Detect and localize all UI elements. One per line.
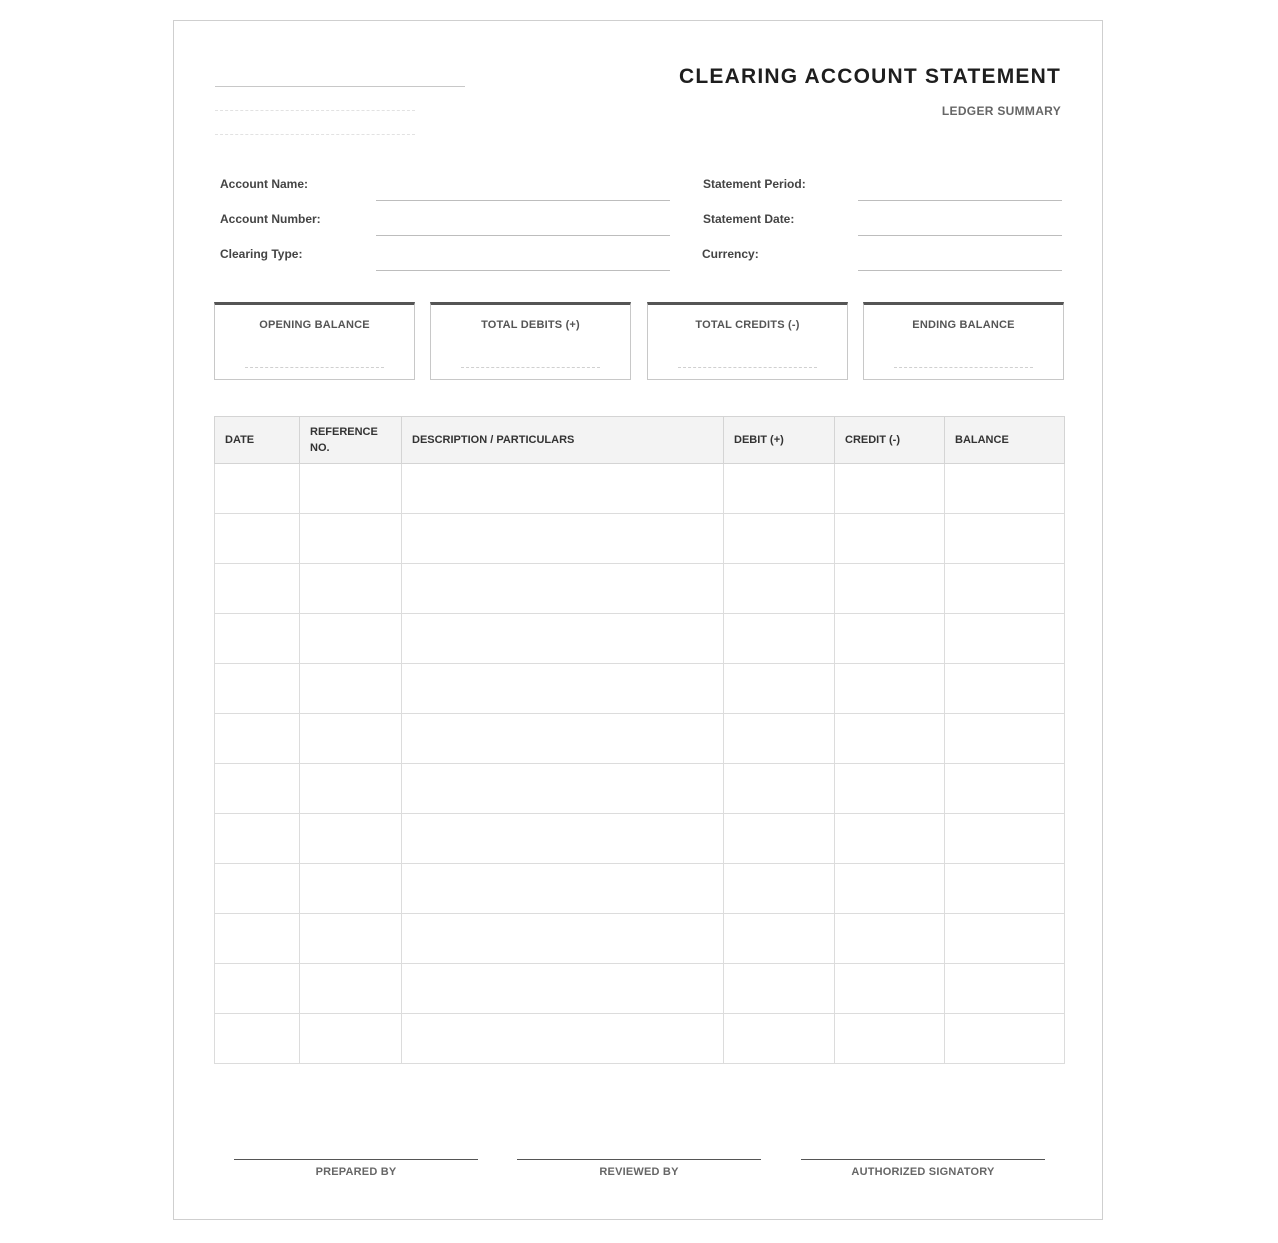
statement-period-label: Statement Period: <box>703 177 806 191</box>
company-address-line <box>215 110 415 111</box>
debit-cell[interactable] <box>724 864 835 914</box>
balance-column-header: BALANCE <box>945 417 1065 464</box>
balance-cell[interactable] <box>945 764 1065 814</box>
description-cell[interactable] <box>402 814 724 864</box>
date-cell[interactable] <box>215 564 300 614</box>
reference-column-header <box>300 417 402 464</box>
date-cell[interactable] <box>215 964 300 1014</box>
company-name-line <box>215 86 465 87</box>
credit-cell[interactable] <box>835 964 945 1014</box>
description-cell[interactable] <box>402 914 724 964</box>
table-row <box>215 614 1065 664</box>
description-cell[interactable] <box>402 514 724 564</box>
credit-cell[interactable] <box>835 1014 945 1064</box>
debit-column-header: DEBIT (+) <box>724 417 835 464</box>
description-cell[interactable] <box>402 1014 724 1064</box>
prepared-by-label: PREPARED BY <box>315 1166 397 1178</box>
company-contact-line <box>215 134 415 135</box>
table-row <box>215 1014 1065 1064</box>
debit-cell[interactable] <box>724 564 835 614</box>
balance-cell[interactable] <box>945 714 1065 764</box>
date-cell[interactable] <box>215 614 300 664</box>
total-debits-box <box>430 302 631 380</box>
statement-date-field[interactable] <box>858 235 1062 236</box>
date-cell[interactable] <box>215 864 300 914</box>
clearing-type-field[interactable] <box>376 270 670 271</box>
reference-cell[interactable] <box>300 714 402 764</box>
authorized-signatory-signature <box>801 1159 1045 1178</box>
opening-balance-label: OPENING BALANCE <box>259 319 370 331</box>
statement-date-label: Statement Date: <box>703 212 795 226</box>
reference-cell[interactable] <box>300 564 402 614</box>
reference-cell[interactable] <box>300 664 402 714</box>
balance-cell[interactable] <box>945 464 1065 514</box>
credit-cell[interactable] <box>835 464 945 514</box>
table-row <box>215 914 1065 964</box>
ending-balance-label: ENDING BALANCE <box>912 319 1015 331</box>
description-cell[interactable] <box>402 664 724 714</box>
date-cell[interactable] <box>215 764 300 814</box>
balance-cell[interactable] <box>945 1014 1065 1064</box>
date-cell[interactable] <box>215 464 300 514</box>
ledger-header-row <box>215 417 1065 464</box>
debit-cell[interactable] <box>724 514 835 564</box>
authorized-signatory-line[interactable] <box>801 1159 1045 1160</box>
reference-cell[interactable] <box>300 614 402 664</box>
description-cell[interactable] <box>402 564 724 614</box>
reference-cell[interactable] <box>300 464 402 514</box>
ledger-body <box>215 464 1065 1064</box>
description-cell[interactable] <box>402 764 724 814</box>
total-debits-value[interactable] <box>461 367 600 368</box>
statement-page <box>173 20 1103 1220</box>
reference-cell[interactable] <box>300 864 402 914</box>
balance-cell[interactable] <box>945 614 1065 664</box>
reference-cell[interactable] <box>300 764 402 814</box>
reviewed-by-label: REVIEWED BY <box>599 1166 679 1178</box>
ledger-table <box>214 416 1065 1064</box>
reference-cell[interactable] <box>300 814 402 864</box>
reviewed-by-signature <box>517 1159 761 1178</box>
debit-cell[interactable] <box>724 914 835 964</box>
clearing-type-label: Clearing Type: <box>220 247 303 261</box>
description-cell[interactable] <box>402 864 724 914</box>
balance-cell[interactable] <box>945 914 1065 964</box>
credit-cell[interactable] <box>835 764 945 814</box>
debit-cell[interactable] <box>724 764 835 814</box>
date-cell[interactable] <box>215 914 300 964</box>
debit-cell[interactable] <box>724 1014 835 1064</box>
debit-cell[interactable] <box>724 814 835 864</box>
reference-cell[interactable] <box>300 1014 402 1064</box>
total-debits-label: TOTAL DEBITS (+) <box>481 319 580 331</box>
debit-cell[interactable] <box>724 614 835 664</box>
total-credits-label: TOTAL CREDITS (-) <box>695 319 800 331</box>
prepared-by-line[interactable] <box>234 1159 478 1160</box>
description-cell[interactable] <box>402 714 724 764</box>
reference-cell[interactable] <box>300 964 402 1014</box>
prepared-by-signature <box>234 1159 478 1178</box>
document-title: CLEARING ACCOUNT STATEMENT <box>679 65 1061 88</box>
ending-balance-value[interactable] <box>894 367 1033 368</box>
account-name-label: Account Name: <box>220 177 309 191</box>
credit-cell[interactable] <box>835 714 945 764</box>
total-credits-box <box>647 302 848 380</box>
date-column-header: DATE <box>215 417 300 464</box>
currency-field[interactable] <box>858 270 1062 271</box>
credit-cell[interactable] <box>835 564 945 614</box>
document-subtitle: LEDGER SUMMARY <box>941 104 1061 118</box>
credit-cell[interactable] <box>835 914 945 964</box>
description-column-header: DESCRIPTION / PARTICULARS <box>402 417 724 464</box>
account-name-field[interactable] <box>376 200 670 201</box>
balance-cell[interactable] <box>945 814 1065 864</box>
opening-balance-value[interactable] <box>245 367 384 368</box>
table-row <box>215 464 1065 514</box>
date-cell[interactable] <box>215 514 300 564</box>
table-row <box>215 714 1065 764</box>
date-cell[interactable] <box>215 814 300 864</box>
total-credits-value[interactable] <box>678 367 817 368</box>
debit-cell[interactable] <box>724 464 835 514</box>
table-row <box>215 514 1065 564</box>
reference-cell[interactable] <box>300 914 402 964</box>
currency-label: Currency: <box>702 247 759 261</box>
description-cell[interactable] <box>402 614 724 664</box>
debit-cell[interactable] <box>724 664 835 714</box>
description-cell[interactable] <box>402 964 724 1014</box>
table-row <box>215 764 1065 814</box>
reviewed-by-line[interactable] <box>517 1159 761 1160</box>
balance-cell[interactable] <box>945 514 1065 564</box>
credit-cell[interactable] <box>835 864 945 914</box>
balance-cell[interactable] <box>945 864 1065 914</box>
authorized-signatory-label: AUTHORIZED SIGNATORY <box>851 1166 995 1178</box>
table-row <box>215 814 1065 864</box>
debit-cell[interactable] <box>724 714 835 764</box>
credit-cell[interactable] <box>835 664 945 714</box>
balance-cell[interactable] <box>945 664 1065 714</box>
date-cell[interactable] <box>215 1014 300 1064</box>
credit-column-header: CREDIT (-) <box>835 417 945 464</box>
credit-cell[interactable] <box>835 614 945 664</box>
balance-cell[interactable] <box>945 964 1065 1014</box>
reference-cell[interactable] <box>300 514 402 564</box>
credit-cell[interactable] <box>835 814 945 864</box>
opening-balance-box <box>214 302 415 380</box>
debit-cell[interactable] <box>724 964 835 1014</box>
account-number-field[interactable] <box>376 235 670 236</box>
table-row <box>215 564 1065 614</box>
description-cell[interactable] <box>402 464 724 514</box>
reference-header-text: REFERENCE NO. <box>310 426 378 454</box>
credit-cell[interactable] <box>835 514 945 564</box>
balance-cell[interactable] <box>945 564 1065 614</box>
date-cell[interactable] <box>215 664 300 714</box>
table-row <box>215 864 1065 914</box>
statement-period-field[interactable] <box>858 200 1062 201</box>
account-number-label: Account Number: <box>220 212 321 226</box>
ending-balance-box <box>863 302 1064 380</box>
table-row <box>215 964 1065 1014</box>
date-cell[interactable] <box>215 714 300 764</box>
table-row <box>215 664 1065 714</box>
